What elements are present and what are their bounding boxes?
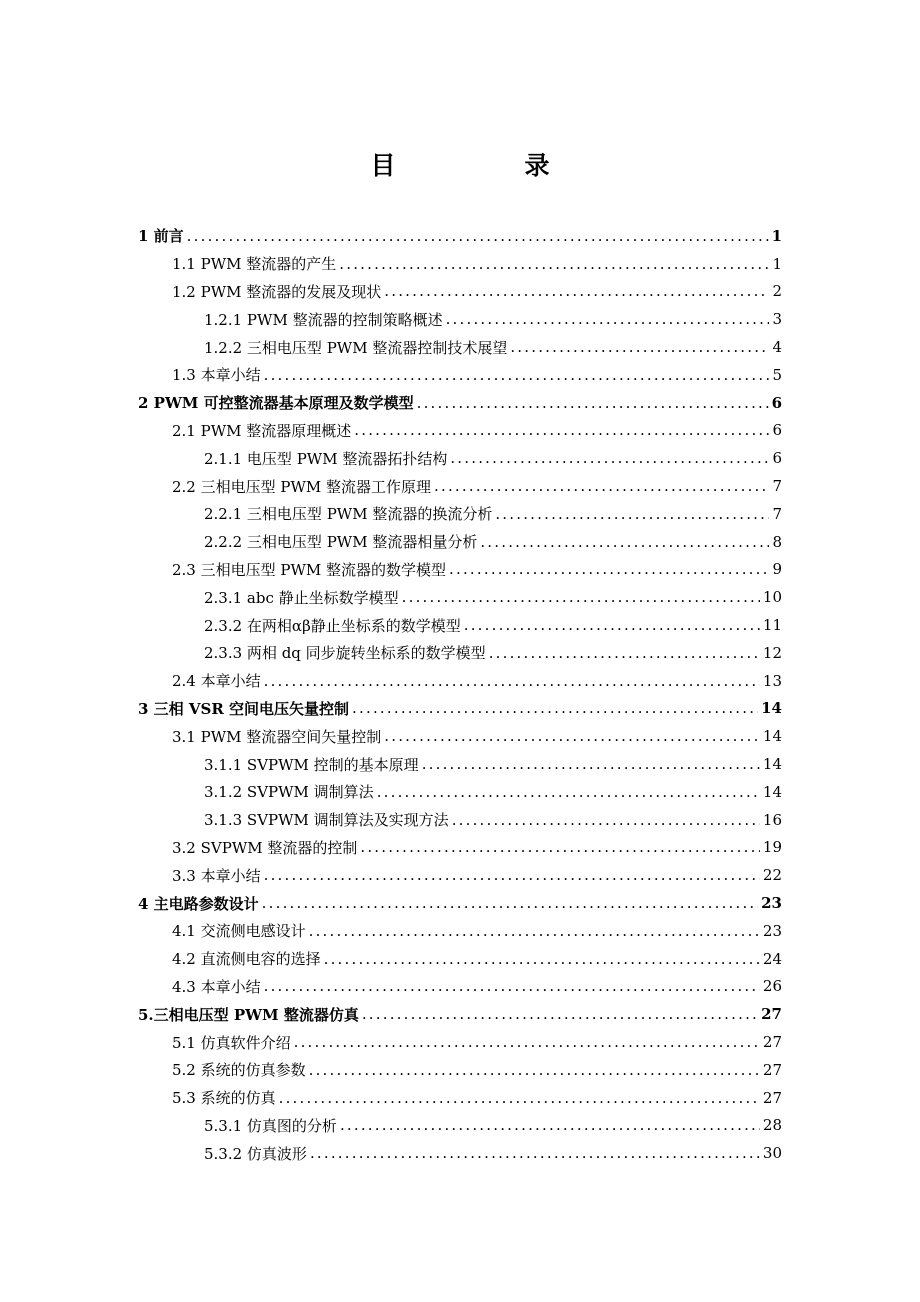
toc-entry-title: 4.3 本章小结 (172, 977, 261, 996)
toc-entry[interactable] (138, 528, 782, 556)
toc-page-number: 14 (762, 755, 782, 774)
toc-page-number: 22 (762, 866, 782, 885)
toc-entry-title: 3.1.3 SVPWM 调制算法及实现方法 (204, 811, 449, 830)
toc-page-number: 4 (772, 338, 782, 357)
toc-entry[interactable] (138, 973, 782, 1001)
toc-dot-leader (377, 783, 760, 801)
toc-entry[interactable] (138, 389, 782, 417)
toc-page-number: 11 (762, 616, 782, 635)
toc-entry[interactable] (138, 1112, 782, 1140)
toc-page-number: 1 (772, 254, 782, 273)
toc-entry[interactable] (138, 639, 782, 667)
toc-entry-title: 5.三相电压型 PWM 整流器仿真 (138, 1005, 359, 1024)
toc-page-number: 19 (762, 838, 782, 857)
toc-page-number: 8 (772, 532, 782, 551)
toc-entry-title: 2.3.3 两相 dq 同步旋转坐标系的数学模型 (204, 644, 486, 663)
toc-entry-title: 5.3.1 仿真图的分析 (204, 1116, 337, 1135)
toc-page-number: 27 (761, 1005, 782, 1024)
toc-page-number: 23 (762, 921, 782, 940)
toc-page-number: 9 (772, 560, 782, 579)
toc-dot-leader (262, 894, 758, 912)
toc-page-number: 6 (772, 421, 782, 440)
toc-page-number: 1 (771, 226, 782, 245)
toc-entry[interactable] (138, 1000, 782, 1028)
toc-page-number: 6 (771, 393, 782, 412)
toc-entry-title: 5.1 仿真软件介绍 (172, 1033, 291, 1052)
toc-entry[interactable] (138, 333, 782, 361)
toc-entry[interactable] (138, 444, 782, 472)
toc-entry[interactable] (138, 500, 782, 528)
toc-entry[interactable] (138, 750, 782, 778)
toc-entry[interactable] (138, 861, 782, 889)
toc-entry-title: 2.3.1 abc 静止坐标数学模型 (204, 588, 399, 607)
toc-dot-leader (310, 1144, 760, 1162)
toc-entry[interactable] (138, 583, 782, 611)
toc-dot-leader (450, 449, 769, 467)
toc-dot-leader (354, 421, 769, 439)
toc-page-number: 14 (762, 727, 782, 746)
toc-entry-title: 3.1 PWM 整流器空间矢量控制 (172, 727, 382, 746)
toc-entry-title: 5.3.2 仿真波形 (204, 1144, 307, 1163)
toc-entry-title: 2.4 本章小结 (172, 672, 261, 691)
toc-dot-leader (480, 533, 769, 551)
toc-page-number: 16 (762, 810, 782, 829)
toc-dot-leader (279, 1089, 760, 1107)
toc-entry-title: 2.2 三相电压型 PWM 整流器工作原理 (172, 477, 432, 496)
toc-dot-leader (510, 338, 769, 356)
toc-entry[interactable] (138, 834, 782, 862)
page-title: 目 录 (370, 151, 602, 180)
toc-page-number: 12 (762, 643, 782, 662)
toc-entry-title: 4.2 直流侧电容的选择 (172, 950, 321, 969)
toc-entry[interactable] (138, 667, 782, 695)
toc-entry[interactable] (138, 945, 782, 973)
toc-dot-leader (264, 672, 760, 690)
toc-entry-title: 2.3 三相电压型 PWM 整流器的数学模型 (172, 560, 447, 579)
toc-entry-title: 2.3.2 在两相αβ静止坐标系的数学模型 (204, 616, 461, 635)
toc-entry[interactable] (138, 695, 782, 723)
toc-entry-title: 2 PWM 可控整流器基本原理及数学模型 (138, 394, 414, 413)
toc-entry[interactable] (138, 556, 782, 584)
toc-dot-leader (384, 282, 769, 300)
toc-entry-title: 5.2 系统的仿真参数 (172, 1061, 306, 1080)
table-of-contents (138, 222, 782, 1167)
toc-entry[interactable] (138, 278, 782, 306)
toc-entry[interactable] (138, 1084, 782, 1112)
toc-entry-title: 3.1.2 SVPWM 调制算法 (204, 783, 374, 802)
toc-entry[interactable] (138, 222, 782, 250)
toc-entry-title: 1.1 PWM 整流器的产生 (172, 255, 337, 274)
toc-entry-title: 2.1.1 电压型 PWM 整流器拓扑结构 (204, 449, 448, 468)
toc-page-number: 26 (762, 977, 782, 996)
toc-entry[interactable] (138, 1139, 782, 1167)
toc-entry-title: 2.2.1 三相电压型 PWM 整流器的换流分析 (204, 505, 493, 524)
toc-entry[interactable] (138, 917, 782, 945)
toc-entry[interactable] (138, 250, 782, 278)
toc-page-number: 7 (772, 504, 782, 523)
toc-dot-leader (324, 950, 760, 968)
toc-page-number: 23 (761, 894, 782, 913)
toc-entry-title: 1.2 PWM 整流器的发展及现状 (172, 282, 382, 301)
toc-dot-leader (489, 644, 760, 662)
toc-dot-leader (294, 1033, 760, 1051)
toc-page-number: 7 (772, 477, 782, 496)
toc-dot-leader (446, 310, 770, 328)
toc-dot-leader (449, 560, 769, 578)
toc-page-number: 27 (762, 1088, 782, 1107)
toc-entry-title: 3.1.1 SVPWM 控制的基本原理 (204, 755, 419, 774)
toc-page-number: 27 (762, 1060, 782, 1079)
toc-entry[interactable] (138, 472, 782, 500)
toc-dot-leader (309, 922, 760, 940)
toc-dot-leader (417, 394, 769, 412)
toc-page-number: 6 (772, 449, 782, 468)
toc-entry[interactable] (138, 417, 782, 445)
toc-entry-title: 1.2.1 PWM 整流器的控制策略概述 (204, 310, 443, 329)
toc-dot-leader (360, 838, 760, 856)
toc-entry[interactable] (138, 778, 782, 806)
toc-entry-title: 2.1 PWM 整流器原理概述 (172, 421, 352, 440)
toc-entry-title: 3.3 本章小结 (172, 866, 261, 885)
toc-page-number: 14 (761, 699, 782, 718)
toc-page-number: 24 (762, 949, 782, 968)
toc-dot-leader (264, 866, 760, 884)
toc-entry-title: 3 三相 VSR 空间电压矢量控制 (138, 699, 350, 718)
toc-entry-title: 4 主电路参数设计 (138, 894, 259, 913)
toc-dot-leader (264, 366, 770, 384)
toc-dot-leader (264, 977, 760, 995)
toc-dot-leader (362, 1005, 758, 1023)
toc-entry[interactable] (138, 722, 782, 750)
toc-entry-title: 4.1 交流侧电感设计 (172, 922, 306, 941)
toc-page-number: 3 (772, 310, 782, 329)
toc-entry-title: 2.2.2 三相电压型 PWM 整流器相量分析 (204, 533, 478, 552)
toc-dot-leader (434, 477, 769, 495)
toc-dot-leader (422, 755, 760, 773)
toc-page-number: 2 (772, 282, 782, 301)
toc-dot-leader (187, 227, 769, 245)
toc-dot-leader (464, 616, 760, 634)
toc-dot-leader (495, 505, 769, 523)
toc-page-number: 28 (762, 1116, 782, 1135)
toc-dot-leader (402, 588, 760, 606)
toc-page-number: 5 (772, 365, 782, 384)
toc-dot-leader (340, 1116, 760, 1134)
toc-entry[interactable] (138, 361, 782, 389)
toc-dot-leader (309, 1061, 760, 1079)
toc-entry-title: 1.3 本章小结 (172, 366, 261, 385)
toc-page-number: 13 (762, 671, 782, 690)
toc-entry[interactable] (138, 806, 782, 834)
toc-dot-leader (352, 699, 758, 717)
toc-page-number: 14 (762, 782, 782, 801)
toc-page-number: 30 (762, 1144, 782, 1163)
toc-dot-leader (339, 255, 769, 273)
toc-page-number: 10 (762, 588, 782, 607)
toc-entry-title: 1 前言 (138, 227, 184, 246)
toc-entry-title: 5.3 系统的仿真 (172, 1089, 276, 1108)
toc-entry-title: 1.2.2 三相电压型 PWM 整流器控制技术展望 (204, 338, 508, 357)
toc-entry[interactable] (138, 1056, 782, 1084)
toc-dot-leader (384, 727, 760, 745)
toc-entry[interactable] (138, 889, 782, 917)
toc-entry[interactable] (138, 305, 782, 333)
toc-page-number: 27 (762, 1033, 782, 1051)
toc-entry-title: 3.2 SVPWM 整流器的控制 (172, 838, 358, 857)
toc-entry[interactable] (138, 1028, 782, 1056)
toc-dot-leader (452, 811, 760, 829)
toc-entry[interactable] (138, 611, 782, 639)
